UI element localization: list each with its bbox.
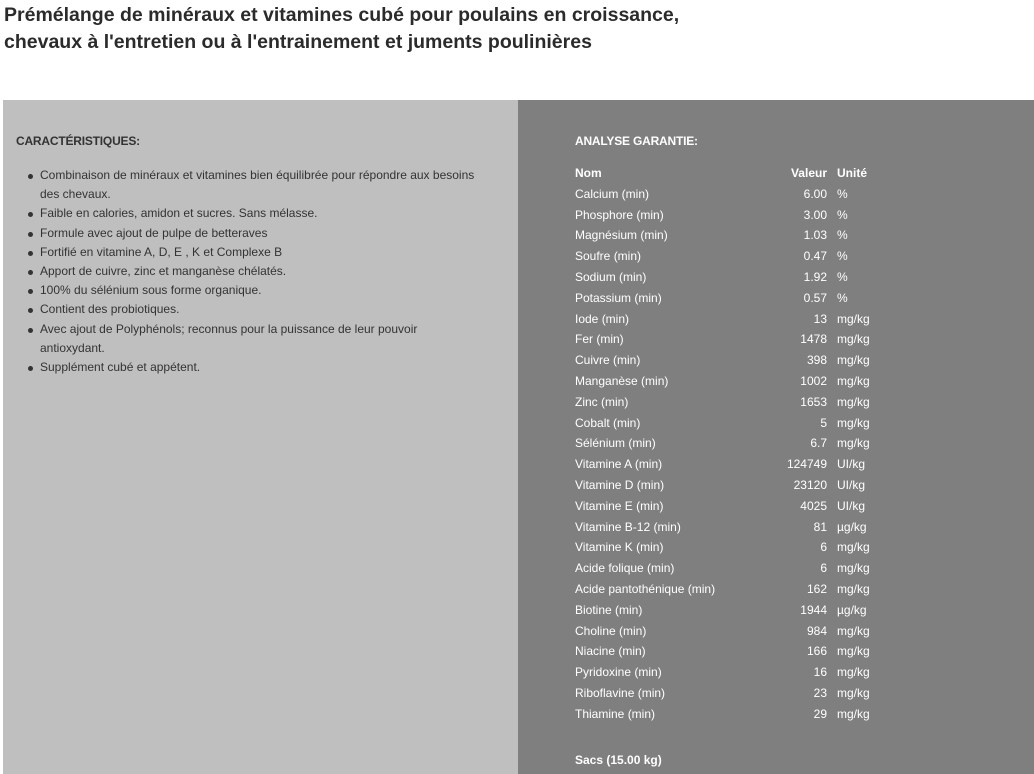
table-row <box>575 496 897 517</box>
nutrient-name: Manganèse (min) <box>575 373 669 388</box>
list-item: Supplément cubé et appétent. <box>28 358 485 377</box>
nutrient-name: Sodium (min) <box>575 269 647 284</box>
nutrient-name: Vitamine E (min) <box>575 498 664 513</box>
column-header-unit: Unité <box>837 166 867 180</box>
table-row <box>575 329 897 350</box>
characteristics-list <box>16 166 504 377</box>
nutrient-unit: mg/kg <box>837 685 870 700</box>
nutrient-name: Soufre (min) <box>575 249 642 264</box>
table-row <box>575 517 897 538</box>
nutrient-unit: % <box>837 290 848 305</box>
table-row <box>575 683 897 704</box>
analysis-table <box>575 163 897 725</box>
nutrient-unit: UI/kg <box>837 498 866 513</box>
table-row <box>575 433 897 454</box>
nutrient-unit: µg/kg <box>837 602 867 617</box>
table-row <box>575 641 897 662</box>
analysis-heading: ANALYSE GARANTIE: <box>575 134 698 148</box>
page-title <box>4 2 764 56</box>
nutrient-name: Magnésium (min) <box>575 228 668 243</box>
nutrient-name: Acide folique (min) <box>575 561 675 576</box>
nutrient-value: 81 <box>813 519 827 534</box>
nutrient-unit: mg/kg <box>837 332 870 347</box>
nutrient-name: Fer (min) <box>575 332 624 347</box>
nutrient-unit: mg/kg <box>837 561 870 576</box>
table-row <box>575 246 897 267</box>
nutrient-unit: mg/kg <box>837 311 870 326</box>
table-row <box>575 704 897 725</box>
nutrient-value: 5 <box>820 415 827 430</box>
nutrient-name: Cuivre (min) <box>575 353 641 368</box>
nutrient-value: 1002 <box>800 373 827 388</box>
nutrient-unit: % <box>837 269 848 284</box>
analysis-table-body <box>575 184 897 725</box>
page-title-line-2: chevaux à l'entretien ou à l'entrainement et juments poulinières <box>4 31 592 53</box>
nutrient-value: 398 <box>806 353 827 368</box>
nutrient-value: 1.03 <box>803 228 827 243</box>
nutrient-value: 1478 <box>800 332 827 347</box>
nutrient-unit: % <box>837 228 848 243</box>
nutrient-unit: mg/kg <box>837 394 870 409</box>
table-row <box>575 475 897 496</box>
nutrient-value: 16 <box>813 665 827 680</box>
nutrient-value: 1.92 <box>803 269 827 284</box>
nutrient-value: 124749 <box>786 457 827 472</box>
nutrient-name: Riboflavine (min) <box>575 685 666 700</box>
nutrient-unit: UI/kg <box>837 457 866 472</box>
list-item: Fortifié en vitamine A, D, E , K et Complexe B <box>28 243 485 262</box>
table-row <box>575 225 897 246</box>
table-row <box>575 662 897 683</box>
table-row <box>575 537 897 558</box>
nutrient-value: 4025 <box>800 498 827 513</box>
table-row <box>575 371 897 392</box>
analysis-header-row <box>575 163 897 184</box>
nutrient-name: Zinc (min) <box>575 394 629 409</box>
nutrient-name: Sélénium (min) <box>575 436 656 451</box>
table-row <box>575 184 897 205</box>
nutrient-name: Cobalt (min) <box>575 415 641 430</box>
table-row <box>575 579 897 600</box>
product-details-panel <box>3 100 1034 774</box>
nutrient-value: 6.00 <box>803 186 827 201</box>
nutrient-unit: % <box>837 249 848 264</box>
nutrient-value: 23120 <box>793 477 827 492</box>
nutrient-value: 0.57 <box>803 290 827 305</box>
column-header-value: Valeur <box>790 166 827 180</box>
list-item: Combinaison de minéraux et vitamines bien équilibrée pour répondre aux besoins des chevaux. <box>28 166 485 204</box>
table-row <box>575 454 897 475</box>
nutrient-name: Potassium (min) <box>575 290 662 305</box>
table-row <box>575 600 897 621</box>
nutrient-unit: % <box>837 186 848 201</box>
table-row <box>575 288 897 309</box>
table-row <box>575 267 897 288</box>
nutrient-value: 29 <box>813 706 827 721</box>
nutrient-name: Iode (min) <box>575 311 630 326</box>
nutrient-value: 13 <box>813 311 827 326</box>
table-row <box>575 558 897 579</box>
nutrient-unit: UI/kg <box>837 477 866 492</box>
list-item: 100% du sélénium sous forme organique. <box>28 281 485 300</box>
nutrient-unit: mg/kg <box>837 415 870 430</box>
nutrient-value: 1653 <box>800 394 827 409</box>
nutrient-name: Thiamine (min) <box>575 706 656 721</box>
nutrient-name: Acide pantothénique (min) <box>575 581 716 596</box>
table-row <box>575 413 897 434</box>
table-row <box>575 392 897 413</box>
guaranteed-analysis-section <box>518 100 1034 774</box>
nutrient-unit: mg/kg <box>837 644 870 659</box>
list-item: Faible en calories, amidon et sucres. Sans mélasse. <box>28 204 485 223</box>
nutrient-name: Vitamine A (min) <box>575 457 663 472</box>
nutrient-name: Calcium (min) <box>575 186 650 201</box>
list-item: Avec ajout de Polyphénols; reconnus pour la puissance de leur pouvoir antioxydant. <box>28 320 485 358</box>
nutrient-value: 23 <box>813 685 827 700</box>
nutrient-unit: µg/kg <box>837 519 867 534</box>
table-row <box>575 350 897 371</box>
nutrient-name: Vitamine K (min) <box>575 540 664 555</box>
table-row <box>575 621 897 642</box>
nutrient-unit: mg/kg <box>837 373 870 388</box>
nutrient-unit: mg/kg <box>837 581 870 596</box>
characteristics-heading: CARACTÉRISTIQUES: <box>16 134 140 148</box>
column-header-name: Nom <box>575 166 602 180</box>
page-title-line-1: Prémélange de minéraux et vitamines cubé pour poulains en croissance, <box>4 4 680 26</box>
table-row <box>575 205 897 226</box>
nutrient-unit: mg/kg <box>837 436 870 451</box>
nutrient-value: 166 <box>806 644 827 659</box>
nutrient-value: 6.7 <box>810 436 827 451</box>
list-item: Contient des probiotiques. <box>28 300 485 319</box>
nutrient-name: Choline (min) <box>575 623 647 638</box>
table-row <box>575 309 897 330</box>
nutrient-name: Niacine (min) <box>575 644 646 659</box>
nutrient-unit: mg/kg <box>837 540 870 555</box>
nutrient-unit: mg/kg <box>837 623 870 638</box>
bag-size: Sacs (15.00 kg) <box>575 753 662 767</box>
nutrient-value: 6 <box>820 561 827 576</box>
list-item: Apport de cuivre, zinc et manganèse chélatés. <box>28 262 485 281</box>
nutrient-name: Vitamine D (min) <box>575 477 665 492</box>
nutrient-name: Pyridoxine (min) <box>575 665 662 680</box>
nutrient-unit: mg/kg <box>837 353 870 368</box>
nutrient-value: 162 <box>806 581 827 596</box>
nutrient-unit: mg/kg <box>837 706 870 721</box>
nutrient-value: 6 <box>820 540 827 555</box>
nutrient-unit: mg/kg <box>837 665 870 680</box>
nutrient-name: Vitamine B-12 (min) <box>575 519 681 534</box>
nutrient-unit: % <box>837 207 848 222</box>
list-item: Formule avec ajout de pulpe de betteraves <box>28 224 485 243</box>
nutrient-value: 3.00 <box>803 207 827 222</box>
nutrient-name: Phosphore (min) <box>575 207 664 222</box>
nutrient-name: Biotine (min) <box>575 602 643 617</box>
nutrient-value: 1944 <box>800 602 827 617</box>
nutrient-value: 984 <box>806 623 827 638</box>
characteristics-section <box>3 100 518 774</box>
nutrient-value: 0.47 <box>803 249 827 264</box>
